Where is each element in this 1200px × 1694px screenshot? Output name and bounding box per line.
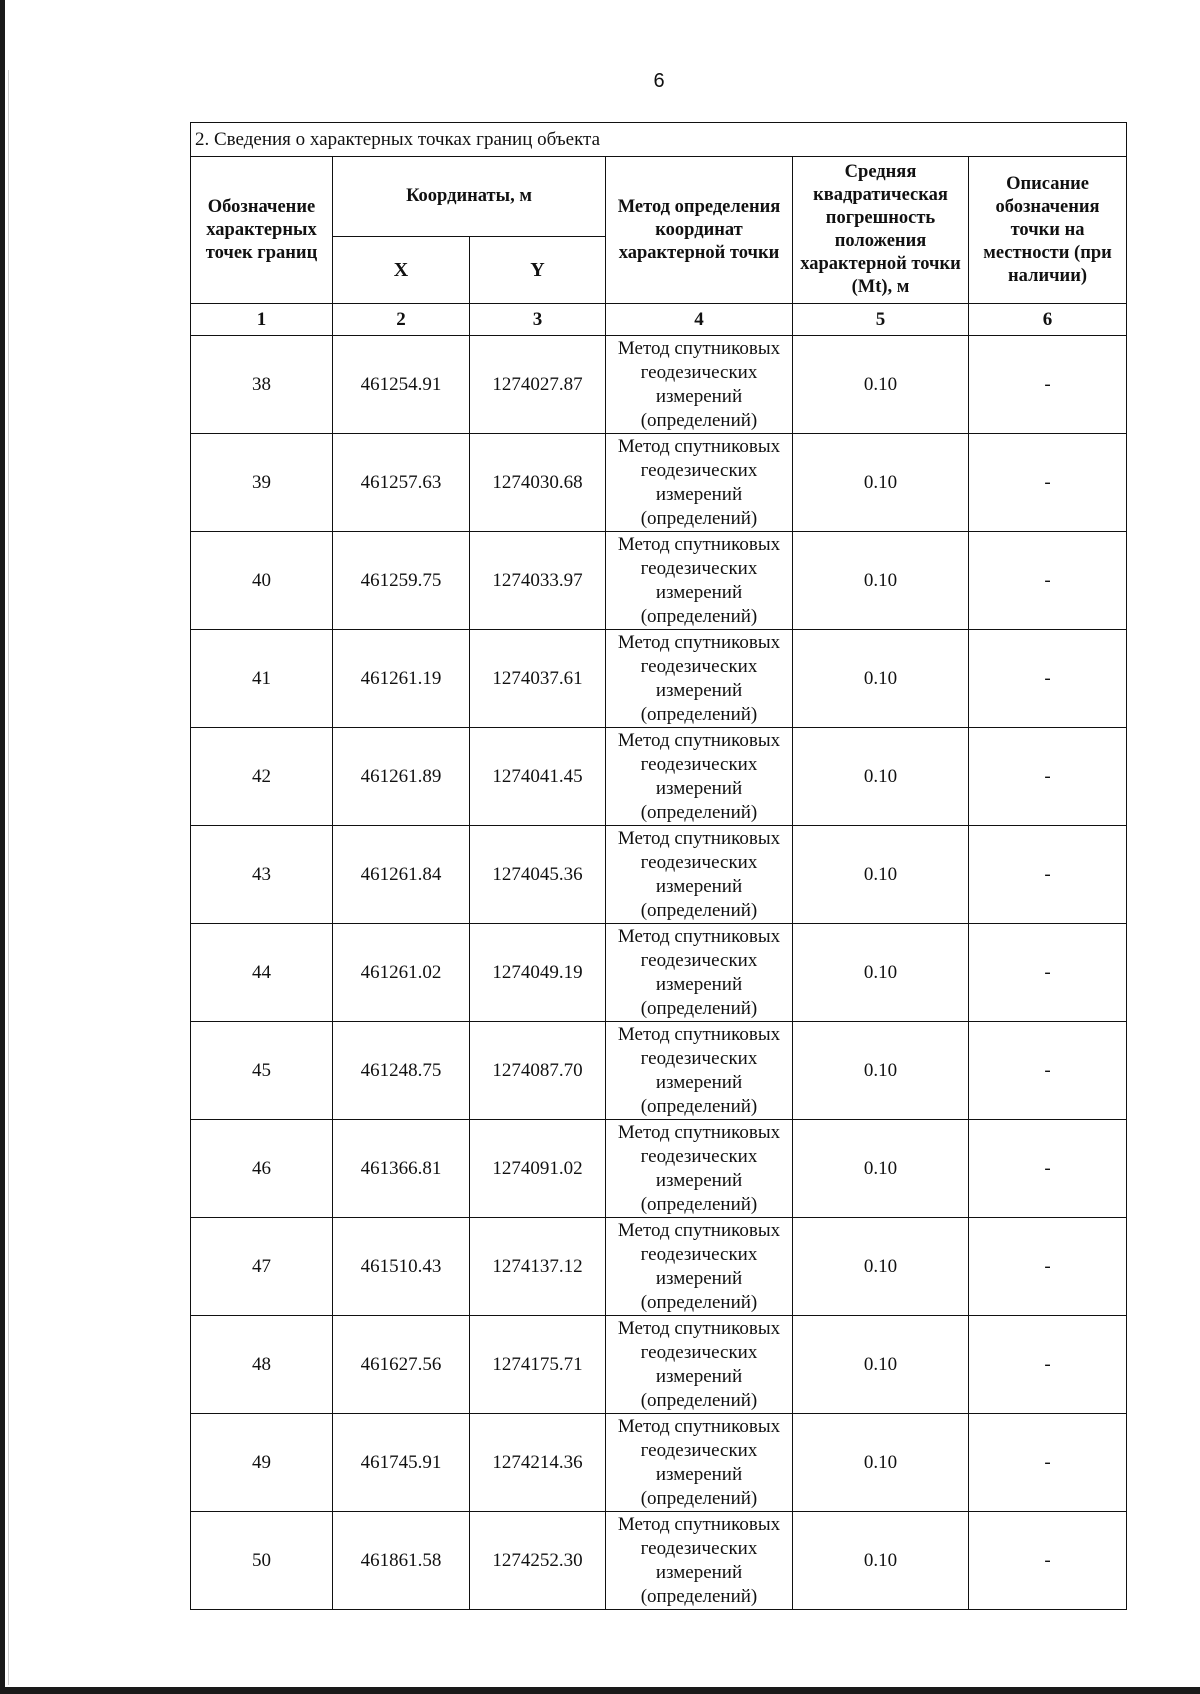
cell-error: 0.10 bbox=[793, 1414, 969, 1512]
cell-x: 461248.75 bbox=[333, 1022, 470, 1120]
header-x: X bbox=[333, 237, 470, 304]
cell-method: Метод спутниковых геодезических измерений (определений) bbox=[606, 1022, 793, 1120]
page-frame-bottom bbox=[0, 1687, 1200, 1694]
cell-error: 0.10 bbox=[793, 826, 969, 924]
header-coordinates: Координаты, м bbox=[333, 157, 606, 237]
cell-x: 461261.02 bbox=[333, 924, 470, 1022]
cell-x: 461254.91 bbox=[333, 336, 470, 434]
table-row bbox=[191, 1120, 1127, 1218]
cell-point: 41 bbox=[191, 630, 333, 728]
page-frame-left bbox=[0, 0, 5, 1690]
table-row bbox=[191, 1316, 1127, 1414]
cell-y: 1274214.36 bbox=[470, 1414, 606, 1512]
cell-point: 43 bbox=[191, 826, 333, 924]
page-frame-inner-line bbox=[8, 70, 9, 1685]
column-number: 5 bbox=[793, 304, 969, 336]
cell-error: 0.10 bbox=[793, 1512, 969, 1610]
cell-method: Метод спутниковых геодезических измерений (определений) bbox=[606, 1414, 793, 1512]
cell-method: Метод спутниковых геодезических измерений (определений) bbox=[606, 728, 793, 826]
column-number-row bbox=[191, 304, 1127, 336]
table-row bbox=[191, 924, 1127, 1022]
cell-point: 47 bbox=[191, 1218, 333, 1316]
table-row bbox=[191, 434, 1127, 532]
cell-y: 1274041.45 bbox=[470, 728, 606, 826]
cell-error: 0.10 bbox=[793, 630, 969, 728]
cell-x: 461861.58 bbox=[333, 1512, 470, 1610]
cell-point: 50 bbox=[191, 1512, 333, 1610]
cell-x: 461259.75 bbox=[333, 532, 470, 630]
cell-error: 0.10 bbox=[793, 1120, 969, 1218]
cell-method: Метод спутниковых геодезических измерений (определений) bbox=[606, 1512, 793, 1610]
column-number: 4 bbox=[606, 304, 793, 336]
section-title: 2. Сведения о характерных точках границ объекта bbox=[191, 123, 1127, 157]
header-y: Y bbox=[470, 237, 606, 304]
cell-description: - bbox=[969, 336, 1127, 434]
cell-description: - bbox=[969, 434, 1127, 532]
cell-error: 0.10 bbox=[793, 1218, 969, 1316]
cell-error: 0.10 bbox=[793, 532, 969, 630]
cell-x: 461257.63 bbox=[333, 434, 470, 532]
cell-x: 461366.81 bbox=[333, 1120, 470, 1218]
cell-method: Метод спутниковых геодезических измерений (определений) bbox=[606, 924, 793, 1022]
table-row bbox=[191, 1512, 1127, 1610]
cell-x: 461510.43 bbox=[333, 1218, 470, 1316]
column-number: 3 bbox=[470, 304, 606, 336]
cell-description: - bbox=[969, 1218, 1127, 1316]
cell-method: Метод спутниковых геодезических измерений (определений) bbox=[606, 1218, 793, 1316]
cell-description: - bbox=[969, 1414, 1127, 1512]
column-number: 1 bbox=[191, 304, 333, 336]
cell-point: 40 bbox=[191, 532, 333, 630]
table-row bbox=[191, 728, 1127, 826]
cell-error: 0.10 bbox=[793, 924, 969, 1022]
page-number: 6 bbox=[653, 70, 665, 92]
cell-method: Метод спутниковых геодезических измерений (определений) bbox=[606, 434, 793, 532]
cell-error: 0.10 bbox=[793, 728, 969, 826]
cell-method: Метод спутниковых геодезических измерений (определений) bbox=[606, 532, 793, 630]
cell-description: - bbox=[969, 924, 1127, 1022]
cell-x: 461261.84 bbox=[333, 826, 470, 924]
cell-y: 1274033.97 bbox=[470, 532, 606, 630]
cell-point: 42 bbox=[191, 728, 333, 826]
header-error: Средняя квадратическая погрешность положения характерной точки (Mt), м bbox=[793, 157, 969, 304]
cell-method: Метод спутниковых геодезических измерений (определений) bbox=[606, 826, 793, 924]
cell-x: 461261.89 bbox=[333, 728, 470, 826]
table-row bbox=[191, 826, 1127, 924]
cell-method: Метод спутниковых геодезических измерений (определений) bbox=[606, 336, 793, 434]
table-row bbox=[191, 630, 1127, 728]
table-row bbox=[191, 336, 1127, 434]
cell-y: 1274030.68 bbox=[470, 434, 606, 532]
table-row bbox=[191, 1022, 1127, 1120]
boundary-points-table bbox=[190, 122, 1127, 1610]
cell-description: - bbox=[969, 728, 1127, 826]
cell-point: 44 bbox=[191, 924, 333, 1022]
table-row bbox=[191, 532, 1127, 630]
cell-point: 46 bbox=[191, 1120, 333, 1218]
header-description: Описание обозначения точки на местности (при наличии) bbox=[969, 157, 1127, 304]
cell-method: Метод спутниковых геодезических измерений (определений) bbox=[606, 630, 793, 728]
cell-point: 38 bbox=[191, 336, 333, 434]
cell-y: 1274087.70 bbox=[470, 1022, 606, 1120]
cell-x: 461627.56 bbox=[333, 1316, 470, 1414]
cell-point: 49 bbox=[191, 1414, 333, 1512]
header-designation: Обозначение характерных точек границ bbox=[191, 157, 333, 304]
cell-description: - bbox=[969, 1316, 1127, 1414]
cell-description: - bbox=[969, 532, 1127, 630]
cell-method: Метод спутниковых геодезических измерений (определений) bbox=[606, 1120, 793, 1218]
cell-x: 461261.19 bbox=[333, 630, 470, 728]
cell-y: 1274027.87 bbox=[470, 336, 606, 434]
cell-description: - bbox=[969, 630, 1127, 728]
cell-y: 1274049.19 bbox=[470, 924, 606, 1022]
cell-y: 1274252.30 bbox=[470, 1512, 606, 1610]
table-row bbox=[191, 1218, 1127, 1316]
cell-y: 1274091.02 bbox=[470, 1120, 606, 1218]
cell-description: - bbox=[969, 1022, 1127, 1120]
cell-y: 1274137.12 bbox=[470, 1218, 606, 1316]
cell-description: - bbox=[969, 1120, 1127, 1218]
cell-point: 39 bbox=[191, 434, 333, 532]
column-number: 2 bbox=[333, 304, 470, 336]
cell-error: 0.10 bbox=[793, 1022, 969, 1120]
table-row bbox=[191, 1414, 1127, 1512]
cell-description: - bbox=[969, 1512, 1127, 1610]
column-number: 6 bbox=[969, 304, 1127, 336]
cell-x: 461745.91 bbox=[333, 1414, 470, 1512]
cell-point: 45 bbox=[191, 1022, 333, 1120]
cell-error: 0.10 bbox=[793, 336, 969, 434]
cell-error: 0.10 bbox=[793, 1316, 969, 1414]
cell-method: Метод спутниковых геодезических измерений (определений) bbox=[606, 1316, 793, 1414]
header-method: Метод определения координат характерной точки bbox=[606, 157, 793, 304]
cell-y: 1274045.36 bbox=[470, 826, 606, 924]
cell-point: 48 bbox=[191, 1316, 333, 1414]
cell-y: 1274037.61 bbox=[470, 630, 606, 728]
cell-description: - bbox=[969, 826, 1127, 924]
cell-y: 1274175.71 bbox=[470, 1316, 606, 1414]
cell-error: 0.10 bbox=[793, 434, 969, 532]
